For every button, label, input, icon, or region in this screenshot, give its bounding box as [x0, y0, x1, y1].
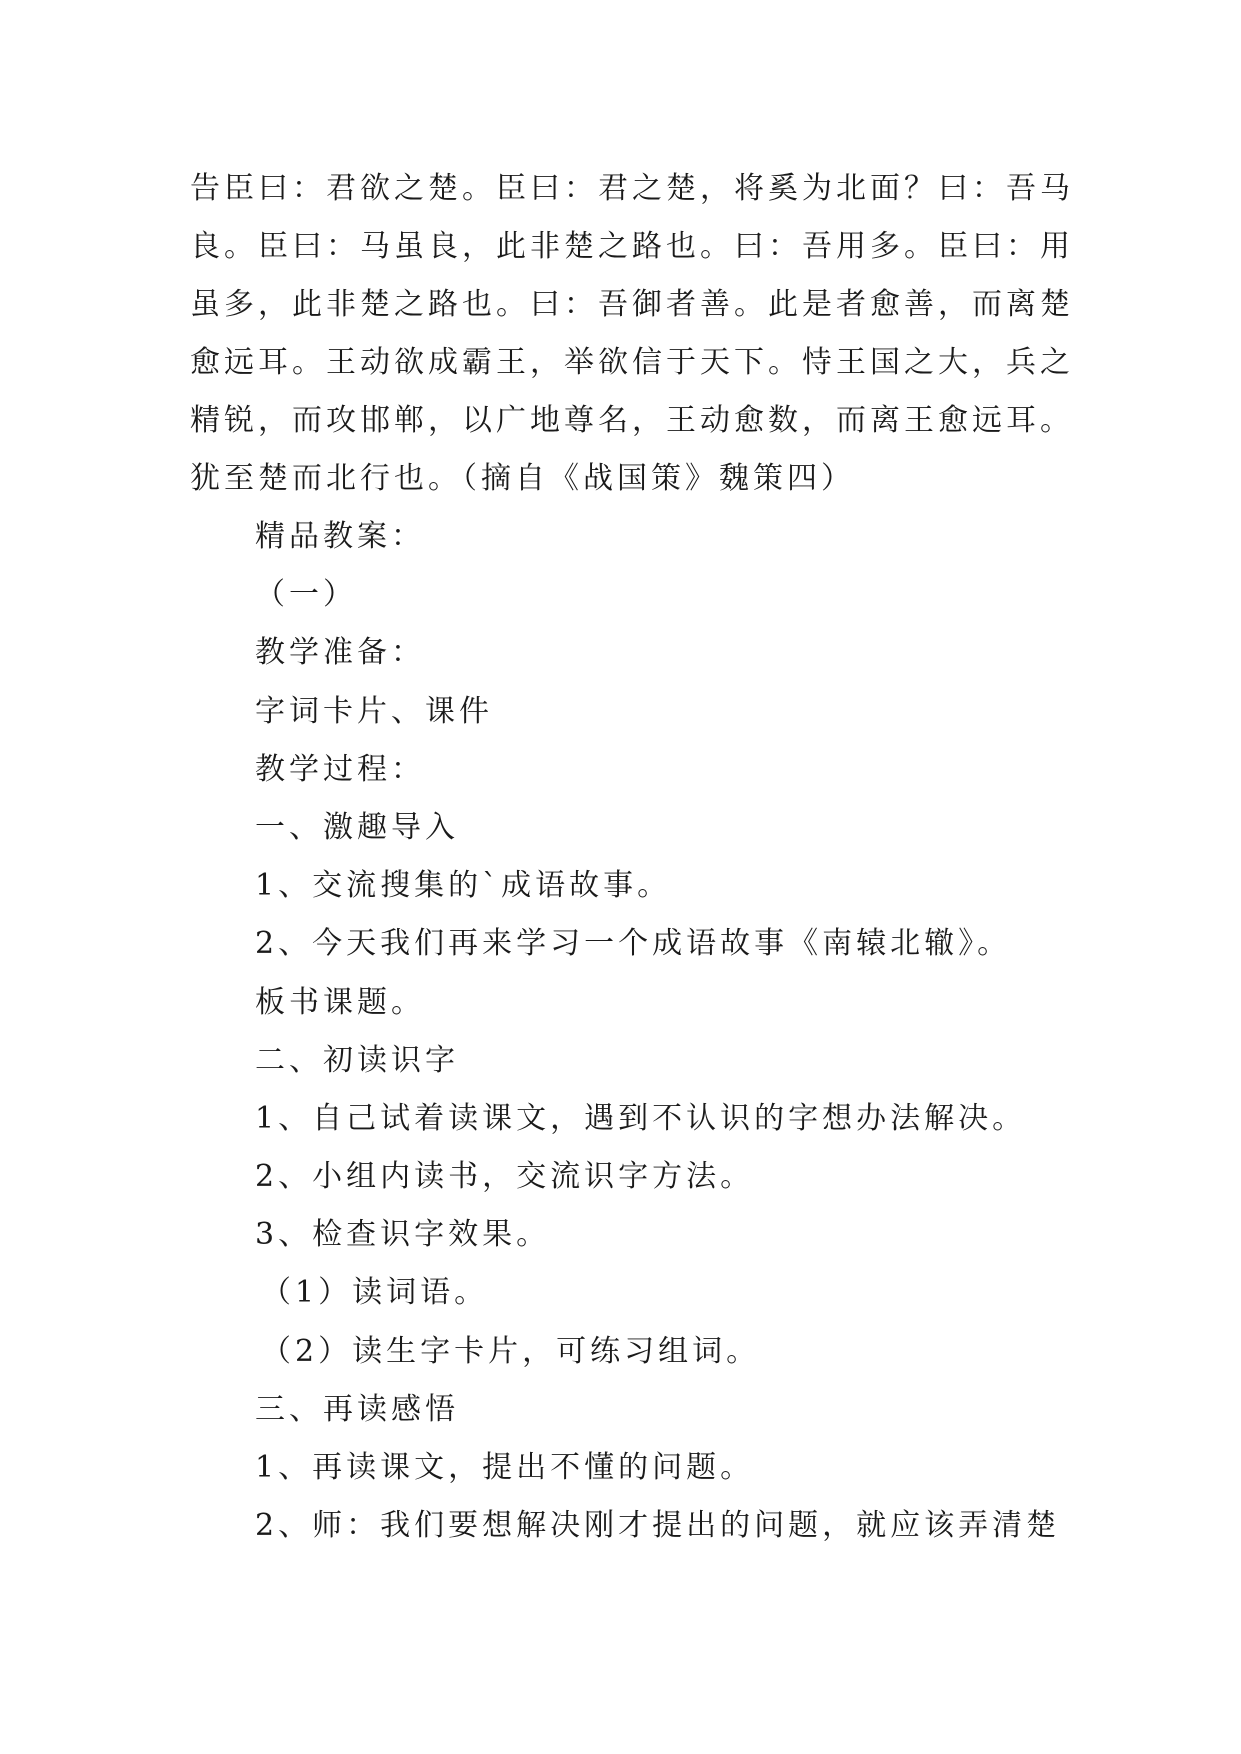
step-heading: 三、再读感悟 — [255, 1391, 459, 1427]
step-heading: 二、初读识字 — [255, 1042, 459, 1078]
lesson-plan — [255, 508, 1075, 1555]
passage-line: 虽多，此非楚之路也。曰：吾御者善。此是者愈善，而离楚 — [190, 287, 1074, 322]
sub-step-item: （1）读词语。 — [261, 1275, 489, 1311]
step-item: 2、小组内读书，交流识字方法。 — [255, 1159, 755, 1195]
step-item: 2、今天我们再来学习一个成语故事《南辕北辙》。 — [255, 926, 1012, 962]
teaching-prep-heading: 教学准备： — [255, 635, 425, 671]
lesson-plan-heading: 精品教案： — [255, 519, 425, 554]
sub-step-item: （2）读生字卡片，可练习组词。 — [261, 1333, 761, 1369]
passage-line: 愈远耳。王动欲成霸王，举欲信于天下。恃王国之大，兵之 — [190, 345, 1074, 380]
passage-line: 犹至楚而北行也。（摘自《战国策》魏策四） — [190, 461, 855, 496]
step-item: 2、师：我们要想解决刚才提出的问题，就应该弄清楚 — [255, 1508, 1061, 1544]
step-item: 1、交流搜集的`成语故事。 — [255, 868, 672, 904]
step-heading: 一、激趣导入 — [255, 809, 459, 845]
teaching-process-heading: 教学过程： — [255, 751, 425, 787]
step-item: 1、自己试着读课文，遇到不认识的字想办法解决。 — [255, 1100, 1027, 1136]
passage-line: 告臣曰：君欲之楚。臣曰：君之楚，将奚为北面？曰：吾马 — [190, 171, 1074, 206]
teaching-prep-content: 字词卡片、课件 — [255, 693, 493, 729]
passage-line: 良。臣曰：马虽良，此非楚之路也。曰：吾用多。臣曰：用 — [190, 229, 1074, 264]
step-item: 3、检查识字效果。 — [255, 1217, 551, 1253]
step-item: 板书课题。 — [255, 984, 425, 1020]
step-item: 1、再读课文，提出不懂的问题。 — [255, 1450, 755, 1485]
section-number: （一） — [255, 577, 357, 613]
passage-line: 精锐，而攻邯郸，以广地尊名，王动愈数，而离王愈远耳。 — [190, 403, 1074, 438]
classical-text-passage — [190, 160, 1074, 508]
